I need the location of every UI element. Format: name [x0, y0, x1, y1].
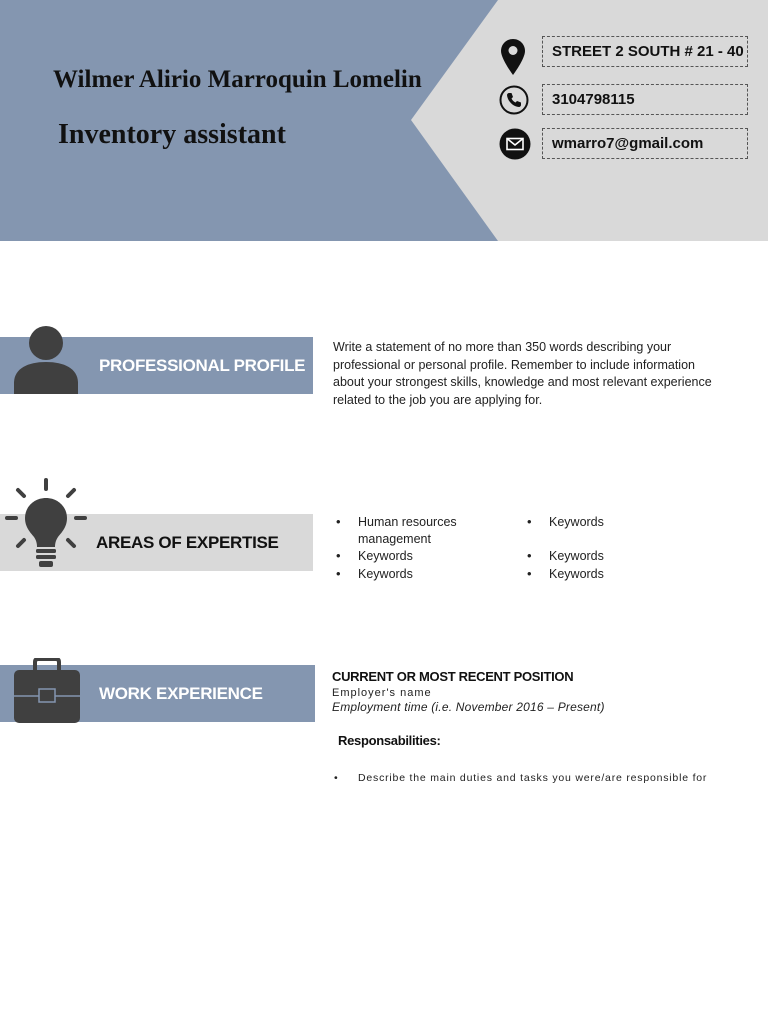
- email-field: wmarro7@gmail.com: [542, 128, 748, 159]
- professional-profile-title: PROFESSIONAL PROFILE: [99, 356, 306, 375]
- list-item: • Keywords: [333, 548, 483, 565]
- duty-text: Describe the main duties and tasks you were/are responsible for: [358, 772, 708, 784]
- header: [0, 0, 768, 241]
- work-entry: [332, 669, 752, 714]
- employer-name: Employer's name: [332, 687, 432, 699]
- phone-field: 3104798115: [542, 84, 748, 115]
- phone-icon: [499, 85, 529, 115]
- employment-time: Employment time (i.e. November 2016 – Present): [332, 700, 605, 714]
- lightbulb-icon: [5, 478, 87, 572]
- profile-statement: Write a statement of no more than 350 words describing your professional or personal profile. Remember to include information about your strongest skills, knowledge and most relevant experience related to the job you are applying for.: [333, 340, 712, 407]
- responsibilities-heading: Responsabilities:: [338, 733, 441, 748]
- areas-of-expertise-title: AREAS OF EXPERTISE: [96, 533, 279, 552]
- list-item: • Keywords: [524, 548, 674, 565]
- list-item: • Human resources management: [333, 514, 483, 547]
- position-title: CURRENT OR MOST RECENT POSITION: [332, 669, 574, 684]
- location-pin-icon: [500, 38, 526, 76]
- envelope-icon: [499, 128, 531, 160]
- candidate-name: Wilmer Alirio Marroquin Lomelin: [53, 66, 422, 93]
- job-title: Inventory assistant: [58, 119, 286, 150]
- bullet: •: [334, 772, 339, 784]
- expertise-list-left: [333, 514, 483, 583]
- list-item: • Keywords: [333, 566, 483, 583]
- person-icon: [13, 325, 79, 394]
- list-item: • Keywords: [524, 514, 674, 531]
- work-experience-title: WORK EXPERIENCE: [99, 684, 263, 703]
- address-field: STREET 2 SOUTH # 21 - 40: [542, 36, 748, 67]
- duty-item: [334, 772, 707, 784]
- list-item: • Keywords: [524, 566, 674, 583]
- briefcase-icon: [13, 658, 81, 724]
- expertise-list-right: [524, 514, 674, 583]
